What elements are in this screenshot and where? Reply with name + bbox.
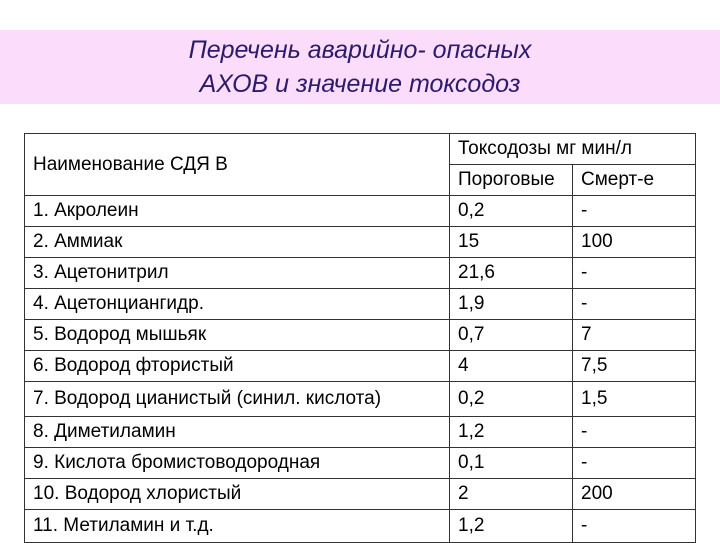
row-name: 9. Кислота бромистоводородная [25,448,450,479]
row-name: 11. Метиламин и т.д. [25,510,450,543]
header-substance-name: Наименование СДЯ В [25,134,450,196]
row-threshold: 0,2 [450,196,573,227]
row-name: 1. Акролеин [25,196,450,227]
table-row [25,417,696,448]
row-lethal: 7 [573,320,696,351]
row-threshold: 4 [450,351,573,382]
row-threshold: 0,1 [450,448,573,479]
row-name: 3. Ацетонитрил [25,258,450,289]
table-row [25,448,696,479]
row-threshold: 15 [450,227,573,258]
row-threshold: 21,6 [450,258,573,289]
row-name: 6. Водород фтористый [25,351,450,382]
header-threshold: Пороговые [450,165,573,196]
row-lethal: - [573,196,696,227]
slide-title-line-2: АХОВ и значение токсодоз [199,70,521,98]
row-lethal: 1,5 [573,382,696,417]
slide-title-line-1: Перечень аварийно- опасных [188,36,532,64]
header-toxodose: Токсодозы мг мин/л [450,134,696,165]
row-lethal: - [573,448,696,479]
table-row [25,258,696,289]
row-name: 5. Водород мышьяк [25,320,450,351]
table-row [25,320,696,351]
row-threshold: 0,2 [450,382,573,417]
header-lethal: Смерт-е [573,165,696,196]
row-threshold: 1,9 [450,289,573,320]
row-lethal: - [573,417,696,448]
row-name: 10. Водород хлористый [25,479,450,510]
toxodose-table [24,133,696,543]
row-lethal: 200 [573,479,696,510]
table-row [25,227,696,258]
row-threshold: 1,2 [450,510,573,543]
row-name: 2. Аммиак [25,227,450,258]
row-lethal: 7,5 [573,351,696,382]
row-lethal: - [573,258,696,289]
table-row [25,510,696,543]
table-row [25,196,696,227]
row-lethal: 100 [573,227,696,258]
table-row [25,382,696,417]
row-name: 4. Ацетонциангидр. [25,289,450,320]
table-row [25,479,696,510]
table-row [25,289,696,320]
row-threshold: 2 [450,479,573,510]
row-threshold: 0,7 [450,320,573,351]
row-threshold: 1,2 [450,417,573,448]
table-row [25,351,696,382]
row-lethal: - [573,289,696,320]
row-lethal: - [573,510,696,543]
row-name: 7. Водород цианистый (синил. кислота) [25,382,450,417]
row-name: 8. Диметиламин [25,417,450,448]
